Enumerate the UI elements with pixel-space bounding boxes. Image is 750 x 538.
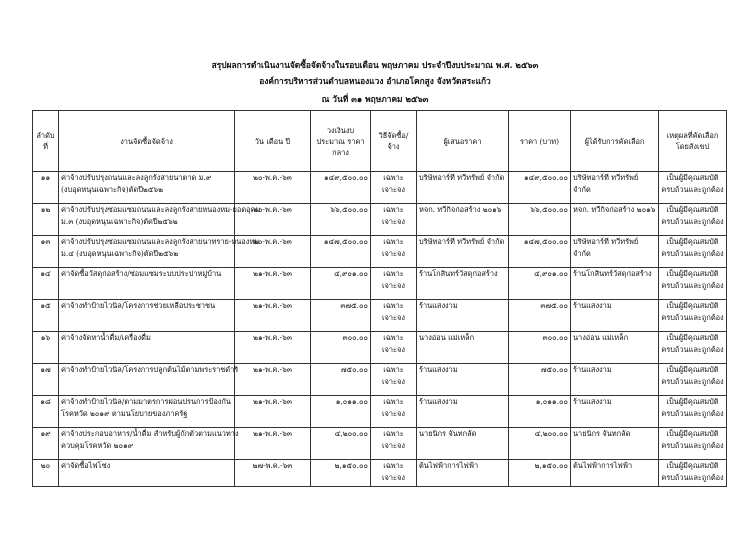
bidder-name: ร้านแสงงาม <box>417 300 509 332</box>
work-description-line: ค่าจ้างทำป้ายไวนิล/โครงการปลูกต้นไม้ตามพระราชดำริ <box>61 365 239 374</box>
table-row <box>33 364 727 396</box>
selection-reason-line: ครบถ้วนและถูกต้อง <box>661 441 724 450</box>
work-description-line: ค่าจ้างปรับปรุงซ่อมแซมถนนและลงลูกรังสายนาทราย-หนองหม <box>61 237 260 246</box>
procurement-method: เฉพาะเจาะจง <box>371 172 417 204</box>
work-description <box>59 236 260 268</box>
work-description <box>59 460 235 487</box>
procurement-method: เฉพาะเจาะจง <box>371 428 417 460</box>
table-row <box>33 460 727 487</box>
budget-amount: ๑,๐๑๑.๐๐ <box>311 396 371 428</box>
selection-reason <box>659 396 727 428</box>
bidder-name: ร้านแสงงาม <box>417 396 509 428</box>
col-header-bidder: ผู้เสนอราคา <box>417 111 509 172</box>
table-row <box>33 172 727 204</box>
price-amount: ๖๖,๕๐๐.๐๐ <box>509 204 571 236</box>
price-amount: ๓๗๕.๐๐ <box>509 300 571 332</box>
bidder-name: บริษัทอาร์ที ทวีทรัพย์ จำกัด <box>417 172 509 204</box>
document-title: สรุปผลการดำเนินงานจัดซื้อจัดจ้างในรอบเดือน พฤษภาคม ประจำปีงบประมาณ พ.ศ. ๒๕๖๓ <box>211 60 539 70</box>
bidder-name: ร้านโกสินทร์วัสดุก่อสร้าง <box>417 268 509 300</box>
procurement-method: เฉพาะเจาะจง <box>371 460 417 487</box>
selection-reason-line: เป็นผู้มีคุณสมบัติ <box>666 237 719 246</box>
selection-reason-line: ครบถ้วนและถูกต้อง <box>661 217 724 226</box>
budget-amount: ๗๕๐.๐๐ <box>311 364 371 396</box>
work-description <box>59 300 235 332</box>
selection-reason <box>659 172 727 204</box>
work-description-line: ค่าจัดซื้อไฟโซ่ง <box>61 461 111 470</box>
row-number: ๑๘ <box>33 396 59 428</box>
budget-amount: ๔,๙๐๑.๐๐ <box>311 268 371 300</box>
procurement-method: เฉพาะเจาะจง <box>371 300 417 332</box>
table-row <box>33 428 727 460</box>
price-amount: ๓๐๐.๐๐ <box>509 332 571 364</box>
budget-amount: ๒,๑๕๐.๐๐ <box>311 460 371 487</box>
work-description <box>59 428 239 460</box>
table-row <box>33 268 727 300</box>
row-number: ๑๗ <box>33 364 59 396</box>
work-description <box>59 204 261 236</box>
row-number: ๑๑ <box>33 172 59 204</box>
price-amount: ๑,๐๑๑.๐๐ <box>509 396 571 428</box>
row-date: ๒๑-พ.ค.-๖๓ <box>235 332 311 364</box>
col-header-date: วัน เดือน ปี <box>235 111 311 172</box>
bidder-name: บริษัทอาร์ที ทวีทรัพย์ จำกัด <box>417 236 509 268</box>
table-row <box>33 236 727 268</box>
work-description <box>59 396 235 428</box>
selection-reason-line: ครบถ้วนและถูกต้อง <box>661 377 724 386</box>
table-header-row <box>33 111 727 172</box>
procurement-method: เฉพาะเจาะจง <box>371 268 417 300</box>
col-header-work: งานจัดซื้อจัดจ้าง <box>59 111 235 172</box>
procurement-method: เฉพาะเจาะจง <box>371 364 417 396</box>
work-description-line: ค่าจ้างจัดหาน้ำดื่ม/เครื่องดื่ม <box>61 333 151 342</box>
selection-reason-line: ครบถ้วนและถูกต้อง <box>661 473 724 482</box>
price-amount: ๗๕๐.๐๐ <box>509 364 571 396</box>
selection-reason <box>659 332 727 364</box>
row-number: ๑๔ <box>33 268 59 300</box>
col-header-price: ราคา (บาท) <box>509 111 571 172</box>
row-date: ๒๐-พ.ค.-๖๓ <box>235 236 311 268</box>
selected-vendor: ร้านโกสินทร์วัสดุก่อสร้าง <box>571 268 659 300</box>
selection-reason-line: เป็นผู้มีคุณสมบัติ <box>666 333 719 342</box>
work-description <box>59 364 239 396</box>
bidder-name: นางอ่อน แม่เหล็ก <box>417 332 509 364</box>
row-date: ๒๗-พ.ค.-๖๓ <box>235 460 311 487</box>
selected-vendor: ร้านแสงงาม <box>571 396 659 428</box>
procurement-method: เฉพาะเจาะจง <box>371 396 417 428</box>
budget-amount: ๔,๒๐๐.๐๐ <box>311 428 371 460</box>
price-amount: ๒,๑๕๐.๐๐ <box>509 460 571 487</box>
procurement-method: เฉพาะเจาะจง <box>371 236 417 268</box>
table-row <box>33 204 727 236</box>
row-number: ๑๒ <box>33 204 59 236</box>
row-number: ๒๐ <box>33 460 59 487</box>
selection-reason-line: เป็นผู้มีคุณสมบัติ <box>666 365 719 374</box>
report-date: ณ วันที่ ๓๑ พฤษภาคม ๒๕๖๓ <box>321 94 429 104</box>
selection-reason-line: เป็นผู้มีคุณสมบัติ <box>666 301 719 310</box>
bidder-name: นายนิกร จันทกลัด <box>417 428 509 460</box>
work-description-line: ค่าจัดซื้อวัสดุก่อสร้าง/ซ่อมแซมระบบประปาหมู่บ้าน <box>61 269 222 278</box>
row-date: ๒๐-พ.ค.-๖๓ <box>235 172 311 204</box>
procurement-table <box>32 110 727 487</box>
row-date: ๒๑-พ.ค.-๖๓ <box>235 396 311 428</box>
budget-amount: ๑๔๙,๕๐๐.๐๐ <box>311 172 371 204</box>
selection-reason-line: ครบถ้วนและถูกต้อง <box>661 281 724 290</box>
work-description-line: (งบอุดหนุนเฉพาะกิจ)ตัดปี๒๕๖๒ <box>61 185 163 194</box>
price-amount: ๔,๒๐๐.๐๐ <box>509 428 571 460</box>
price-amount: ๑๔๗,๕๐๐.๐๐ <box>509 236 571 268</box>
work-description-line: ควบคุมโรคหวัด ๒๐๑๙ <box>61 441 134 450</box>
selection-reason-line: เป็นผู้มีคุณสมบัติ <box>666 461 719 470</box>
col-header-budget: วงเงินงบประมาณ ราคากลาง <box>311 111 371 172</box>
selected-vendor: ร้านแสงงาม <box>571 300 659 332</box>
bidder-name: ร้านแสงงาม <box>417 364 509 396</box>
table-row <box>33 396 727 428</box>
row-number: ๑๓ <box>33 236 59 268</box>
row-date: ๒๐-พ.ค.-๖๓ <box>235 204 311 236</box>
selection-reason <box>659 428 727 460</box>
work-description <box>59 268 235 300</box>
col-header-method: วิธีจัดซื้อ/จ้าง <box>371 111 417 172</box>
price-amount: ๑๔๙,๕๐๐.๐๐ <box>509 172 571 204</box>
bidder-name: ต้นไฟฟ้าการไฟฟ้า <box>417 460 509 487</box>
budget-amount: ๓๐๐.๐๐ <box>311 332 371 364</box>
work-description <box>59 332 235 364</box>
table-body <box>33 172 727 487</box>
row-date: ๒๑-พ.ค.-๖๓ <box>235 364 311 396</box>
selection-reason-line: ครบถ้วนและถูกต้อง <box>661 313 724 322</box>
bidder-name: หจก. ทวีกิจก่อสร้าง ๒๐๑๖ <box>417 204 509 236</box>
row-number: ๑๙ <box>33 428 59 460</box>
col-header-no: ลำดับที่ <box>33 111 59 172</box>
row-date: ๒๑-พ.ค.-๖๓ <box>235 300 311 332</box>
work-description-line: ม.๔ (งบอุดหนุนเฉพาะกิจ)ตัดปี๒๕๖๒ <box>61 249 179 258</box>
row-date: ๒๑-พ.ค.-๖๓ <box>235 268 311 300</box>
table-row <box>33 332 727 364</box>
selection-reason-line: เป็นผู้มีคุณสมบัติ <box>666 269 719 278</box>
selection-reason-line: ครบถ้วนและถูกต้อง <box>661 345 724 354</box>
work-description <box>59 172 235 204</box>
selected-vendor: ต้นไฟฟ้าการไฟฟ้า <box>571 460 659 487</box>
selection-reason-line: เป็นผู้มีคุณสมบัติ <box>666 205 719 214</box>
budget-amount: ๖๖,๕๐๐.๐๐ <box>311 204 371 236</box>
selection-reason <box>659 460 727 487</box>
selected-vendor: ร้านแสงงาม <box>571 364 659 396</box>
row-number: ๑๖ <box>33 332 59 364</box>
selection-reason <box>659 300 727 332</box>
selection-reason <box>659 204 727 236</box>
selection-reason <box>659 268 727 300</box>
selected-vendor: นายนิกร จันทกลัด <box>571 428 659 460</box>
row-date: ๒๑-พ.ค.-๖๓ <box>235 428 311 460</box>
selection-reason-line: ครบถ้วนและถูกต้อง <box>661 185 724 194</box>
selection-reason <box>659 364 727 396</box>
table-row <box>33 300 727 332</box>
organization-name: องค์การบริหารส่วนตำบลหนองแวง อำเภอโคกสูง จังหวัดสระแก้ว <box>259 76 491 86</box>
work-description-line: ม.๓ (งบอุดหนุนเฉพาะกิจ)ตัดปี๒๕๖๒ <box>61 217 178 226</box>
budget-amount: ๓๗๕.๐๐ <box>311 300 371 332</box>
selected-vendor: หจก. ทวีกิจก่อสร้าง ๒๐๑๖ <box>571 204 659 236</box>
selected-vendor: บริษัทอาร์ที ทวีทรัพย์ จำกัด <box>571 172 659 204</box>
price-amount: ๔,๙๐๑.๐๐ <box>509 268 571 300</box>
selected-vendor: นางอ่อน แม่เหล็ก <box>571 332 659 364</box>
work-description-line: ค่าจ้างปรับปรุงถนนและลงลูกรังสายนาตาด ม.๙ <box>61 173 212 182</box>
work-description-line: ค่าจ้างประกอบอาหาร/น้ำดื่ม สำหรับผู้กักตัวตามแนวทาง <box>61 429 239 438</box>
col-header-reason: เหตุผลที่คัดเลือกโดยสังเขป <box>659 111 727 172</box>
budget-amount: ๑๔๗,๕๐๐.๐๐ <box>311 236 371 268</box>
work-description-line: โรคหวัด ๒๐๑๙ ตามนโยบายของภาครัฐ <box>61 409 188 418</box>
selection-reason-line: ครบถ้วนและถูกต้อง <box>661 249 724 258</box>
row-number: ๑๕ <box>33 300 59 332</box>
selection-reason-line: เป็นผู้มีคุณสมบัติ <box>666 397 719 406</box>
work-description-line: ค่าจ้างทำป้ายไวนิล/โครงการช่วยเหลือประชาชน <box>61 301 216 310</box>
procurement-method: เฉพาะเจาะจง <box>371 332 417 364</box>
procurement-method: เฉพาะเจาะจง <box>371 204 417 236</box>
work-description-line: ค่าจ้างทำป้ายไวนิล/ตามมาตรการผ่อนปรนการป้องกัน <box>61 397 231 406</box>
selection-reason-line: เป็นผู้มีคุณสมบัติ <box>666 429 719 438</box>
selection-reason <box>659 236 727 268</box>
work-description-line: ค่าจ้างปรับปรุงซ่อมแซมถนนและลงลูกรังสายหนองหม-ยอดอุดม <box>61 205 261 214</box>
selected-vendor: บริษัทอาร์ที ทวีทรัพย์ จำกัด <box>571 236 659 268</box>
selection-reason-line: เป็นผู้มีคุณสมบัติ <box>666 173 719 182</box>
selection-reason-line: ครบถ้วนและถูกต้อง <box>661 409 724 418</box>
col-header-winner: ผู้ได้รับการคัดเลือก <box>571 111 659 172</box>
